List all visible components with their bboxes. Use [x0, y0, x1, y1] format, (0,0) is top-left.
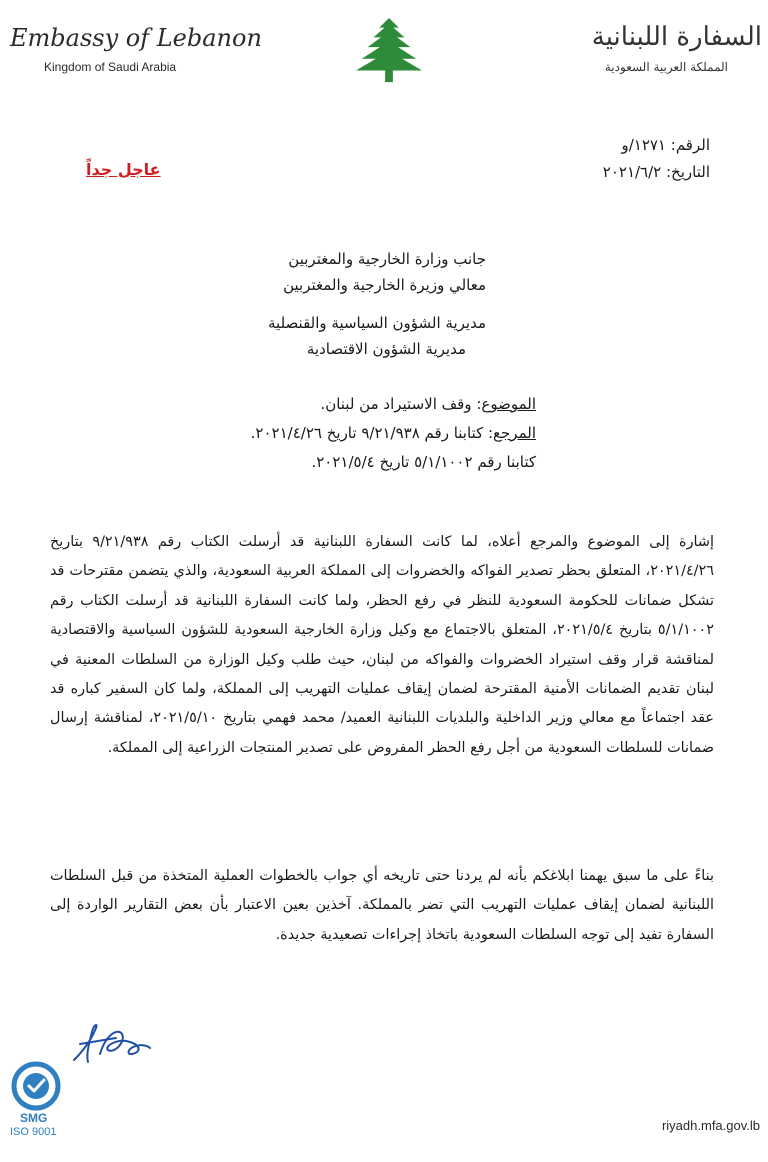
body-paragraph: إشارة إلى الموضوع والمرجع أعلاه، لما كانت السفارة اللبنانية قد أرسلت الكتاب رقم ٩/٢١/٩٣٨ بتاريخ ٢٠٢١/٤/٢٦، المتعلق بحظر تصدير الفواكه والخضروات إلى المملكة العربية السعودية، والذي يتضمن مقترحات قد تشكل ضمانات للحكومة السعودية للنظر في رفع الحظر، ولما كانت السفارة اللبنانية قد أرسلت الكتاب رقم ٥/١/١٠٠٢ بتاريخ ٢٠٢١/٥/٤، المتعلق بالاجتماع مع وكيل وزارة الخارجية السعودية للشؤون السياسية والاقتصادية لمناقشة قرار وقف استيراد الخضروات والفواكه من لبنان، حيث طلب وكيل الوزارة من السلطات المعنية في لبنان تقديم الضمانات الأمنية المقترحة لضمان إيقاف عمليات التهريب إلى المملكة، ولما كان السفير كباره قد عقد اجتماعاً مع معالي وزير الداخلية والبلديات اللبنانية العميد/ محمد فهمي بتاريخ ٢٠٢١/٥/١٠، لمناقشة إرسال ضمانات للسلطات السعودية من أجل رفع الحظر المفروض على تصدير المنتجات الزراعية إلى المملكة. — [50, 534, 714, 756]
reference-line — [251, 424, 536, 442]
reference-label: المرجع — [493, 424, 536, 442]
subject-text: : وقف الاستيراد من لبنان. — [320, 395, 482, 413]
recipient-line: معالي وزيرة الخارجية والمغتربين — [283, 276, 486, 294]
subject-line — [320, 395, 536, 413]
body-paragraph: بناءً على ما سبق يهمنا ابلاغكم بأنه لم يردنا حتى تاريخه أي جواب بالخطوات العملية المتخذة من قبل السلطات اللبنانية لضمان إيقاف عمليات التهريب التي تضر بالمملكة. آخذين بعين الاعتبار بأن بعض التقارير الواردة إلى السفارة تفيد إلى توجه السلطات السعودية باتخاذ إجراءات تصعيدية جديدة. — [50, 868, 714, 943]
reference-text-2: كتابنا رقم ٥/١/١٠٠٢ تاريخ ٢٠٢١/٥/٤. — [311, 453, 536, 471]
recipient-line: مديرية الشؤون الاقتصادية — [306, 340, 466, 358]
reference-number: الرقم: ١٢٧١/و — [621, 136, 710, 154]
cedar-tree-icon — [350, 16, 428, 86]
embassy-country-english: Kingdom of Saudi Arabia — [44, 60, 177, 74]
embassy-name-arabic: السفارة اللبنانية — [591, 22, 762, 52]
recipient-line: جانب وزارة الخارجية والمغتربين — [288, 250, 486, 268]
recipient-line: مديرية الشؤون السياسية والقنصلية — [268, 314, 486, 332]
smg-certification-icon — [10, 1060, 62, 1112]
subject-label: الموضوع — [481, 395, 536, 413]
embassy-name-english: Embassy of Lebanon — [10, 24, 262, 52]
website-url: riyadh.mfa.gov.lb — [661, 1118, 760, 1133]
signature-mark — [70, 1020, 152, 1066]
iso-label: ISO 9001 — [10, 1126, 57, 1138]
document-date: التاريخ: ٢٠٢١/٦/٢ — [602, 163, 710, 181]
smg-label: SMG — [20, 1111, 48, 1125]
urgent-label: عاجل جداً — [86, 160, 161, 179]
reference-text-1: : كتابنا رقم ٩/٢١/٩٣٨ تاريخ ٢٠٢١/٤/٢٦. — [250, 424, 494, 442]
embassy-country-arabic: المملكة العربية السعودية — [604, 60, 728, 74]
